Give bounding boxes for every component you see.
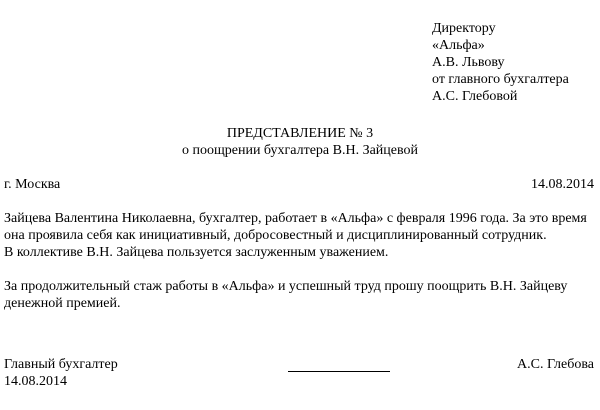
document-city: г. Москва [4,177,61,192]
addressee-line-from: от главного бухгалтера [432,72,569,87]
addressee-block [432,20,597,105]
signature-line [288,371,390,372]
place-date-row [4,176,594,193]
document-subtitle: о поощрении бухгалтера В.Н. Зайцевой [181,143,419,158]
document-title: ПРЕДСТАВЛЕНИЕ № 3 [226,126,374,141]
document-heading [0,125,600,159]
addressee-line-director: Директору [432,21,496,36]
body-paragraph-1: Зайцева Валентина Николаевна, бухгалтер, работает в «Альфа» с февраля 1996 года. За это время она проявила себя как инициативный, добросовестный и дисциплинированный сотрудник. [4,211,587,243]
body-paragraph-2: В коллективе В.Н. Зайцева пользуется заслуженным уважением. [4,245,389,260]
document-date: 14.08.2014 [531,177,594,192]
signature-date: 14.08.2014 [4,374,67,389]
body-paragraph-3: За продолжительный стаж работы в «Альфа» и успешный труд прошу поощрить В.Н. Зайцеву денежной премией. [4,279,568,311]
addressee-line-name: А.В. Львову [432,55,505,70]
addressee-line-company: «Альфа» [432,38,485,53]
addressee-line-sender: А.С. Глебовой [432,89,518,104]
signature-block [4,356,594,396]
document-body [4,210,589,312]
signer-position: Главный бухгалтер [4,357,118,372]
signer-name: А.С. Глебова [517,357,594,372]
